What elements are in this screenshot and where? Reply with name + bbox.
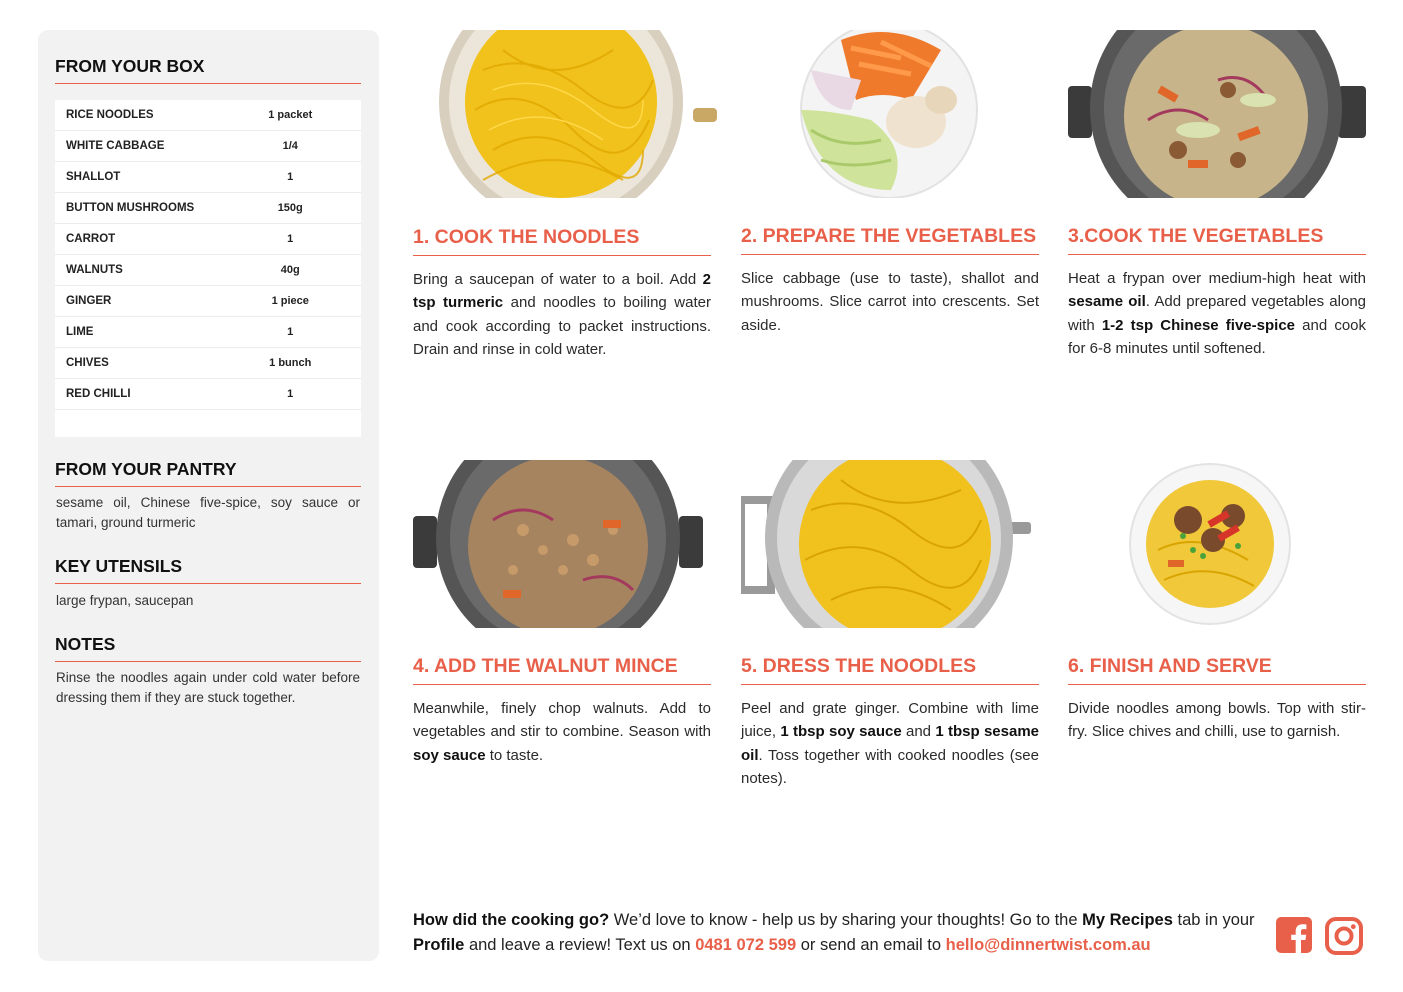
step-5-title: 5. DRESS THE NOODLES [741, 655, 1039, 685]
ingredient-qty: 1 [287, 326, 294, 338]
table-row [55, 162, 361, 193]
walnut-mince-frypan-image [413, 460, 703, 628]
step-6-text [1068, 697, 1366, 744]
phone-link[interactable]: 0481 072 599 [695, 936, 797, 954]
table-row [55, 100, 361, 131]
ingredient-qty: 1 piece [271, 295, 309, 307]
step-2-text [741, 267, 1039, 337]
pantry-text: sesame oil, Chinese five-spice, soy sauce or tamari, ground turmeric [56, 495, 360, 530]
profile-link: Profile [413, 936, 465, 954]
table-row [55, 224, 361, 255]
my-recipes-link: My Recipes [1082, 911, 1173, 929]
sidebar [38, 30, 379, 961]
ingredient-qty: 1 [287, 388, 294, 400]
table-row [55, 193, 361, 224]
text: and [901, 723, 936, 741]
ingredient-name: CHIVES [66, 357, 109, 369]
step-3-title: 3.COOK THE VEGETABLES [1068, 225, 1366, 255]
ingredient-qty: 1 [287, 233, 294, 245]
ingredient-name: CARROT [66, 233, 116, 245]
table-row [55, 317, 361, 348]
notes-title: NOTES [55, 634, 361, 662]
step-4-text [413, 697, 711, 767]
table-row [55, 379, 361, 410]
vegetables-bowl-image [741, 30, 1039, 198]
text: . Toss together with cooked noodles (see notes). [741, 746, 1039, 787]
table-row [55, 131, 361, 162]
ingredient-qty: 1 bunch [269, 357, 312, 369]
ingredient-name: GINGER [66, 295, 112, 307]
text: Bring a saucepan of water to a boil. Add [413, 271, 703, 288]
step-2-title: 2. PREPARE THE VEGETABLES [741, 225, 1039, 255]
table-row [55, 348, 361, 379]
pantry-title: FROM YOUR PANTRY [55, 459, 361, 487]
ingredient-name: WALNUTS [66, 264, 123, 276]
text: Slice cabbage (use to taste), shallot and mushrooms. Slice carrot into crescents. Set aside. [741, 270, 1039, 334]
email-link[interactable]: hello@dinnertwist.com.au [945, 936, 1151, 954]
utensils-text: large frypan, saucepan [56, 593, 194, 608]
notes-text: Rinse the noodles again under cold water before dressing them if they are stuck together. [56, 670, 360, 705]
utensils-title: KEY UTENSILS [55, 556, 361, 584]
text: tab in your [1172, 911, 1255, 929]
ingredient-name: SHALLOT [66, 171, 121, 183]
step-1-text [413, 268, 711, 361]
bold-text: sesame oil [1068, 293, 1146, 311]
text: Heat a frypan over medium-high heat with [1068, 270, 1366, 287]
served-bowl-image [1068, 460, 1366, 628]
step-3-text [1068, 267, 1366, 360]
footer-question: How did the cooking go? [413, 911, 610, 929]
text: Divide noodles among bowls. Top with stir-fry. Slice chives and chilli, use to garnish. [1068, 700, 1366, 741]
bold-text: soy sauce [413, 746, 486, 764]
text: Peel and grate ginger. Combine with lime juice, [741, 700, 1039, 741]
ingredient-name: BUTTON MUSHROOMS [66, 202, 195, 214]
ingredient-qty: 150g [277, 202, 303, 214]
text: Meanwhile, finely chop walnuts. Add to vegetables and stir to combine. Season with [413, 700, 711, 741]
dressed-noodles-pot-image [741, 460, 1031, 628]
noodles-colander-image [413, 30, 717, 198]
step-6-title: 6. FINISH AND SERVE [1068, 655, 1366, 685]
frypan-vegetables-image [1068, 30, 1366, 198]
ingredient-qty: 1/4 [282, 140, 298, 152]
ingredient-qty: 1 packet [268, 109, 313, 121]
instagram-icon[interactable] [1325, 917, 1363, 955]
bold-text: 2 tsp turmeric [413, 271, 711, 312]
step-4-title: 4. ADD THE WALNUT MINCE [413, 655, 711, 685]
ingredient-name: WHITE CABBAGE [66, 140, 165, 152]
table-row [55, 255, 361, 286]
ingredient-qty: 1 [287, 171, 294, 183]
text: or send an email to [796, 936, 946, 954]
text: and leave a review! Text us on [464, 936, 696, 954]
box-title: FROM YOUR BOX [55, 56, 361, 84]
text: to taste. [485, 746, 544, 764]
facebook-icon[interactable] [1276, 917, 1314, 955]
ingredient-name: RED CHILLI [66, 388, 131, 400]
text: . Add prepared vegetables along with [1068, 293, 1367, 334]
step-5-text [741, 697, 1039, 790]
text: and cook for 6-8 minutes until softened. [1068, 316, 1367, 357]
bold-text: 1-2 tsp Chinese five-spice [1101, 316, 1295, 334]
ingredient-table [55, 100, 361, 437]
ingredient-name: RICE NOODLES [66, 109, 154, 121]
ingredient-name: LIME [66, 326, 94, 338]
feedback-footer [413, 908, 1263, 958]
text: and noodles to boiling water and cook according to packet instructions. Drain and rinse in cold water. [413, 294, 711, 358]
bold-text: 1 tbsp sesame oil [741, 723, 1040, 764]
ingredient-qty: 40g [280, 264, 300, 276]
table-row [55, 286, 361, 317]
step-1-title: 1. COOK THE NOODLES [413, 226, 711, 256]
text: We’d love to know - help us by sharing your thoughts! Go to the [609, 911, 1083, 929]
bold-text: 1 tbsp soy sauce [780, 723, 902, 741]
